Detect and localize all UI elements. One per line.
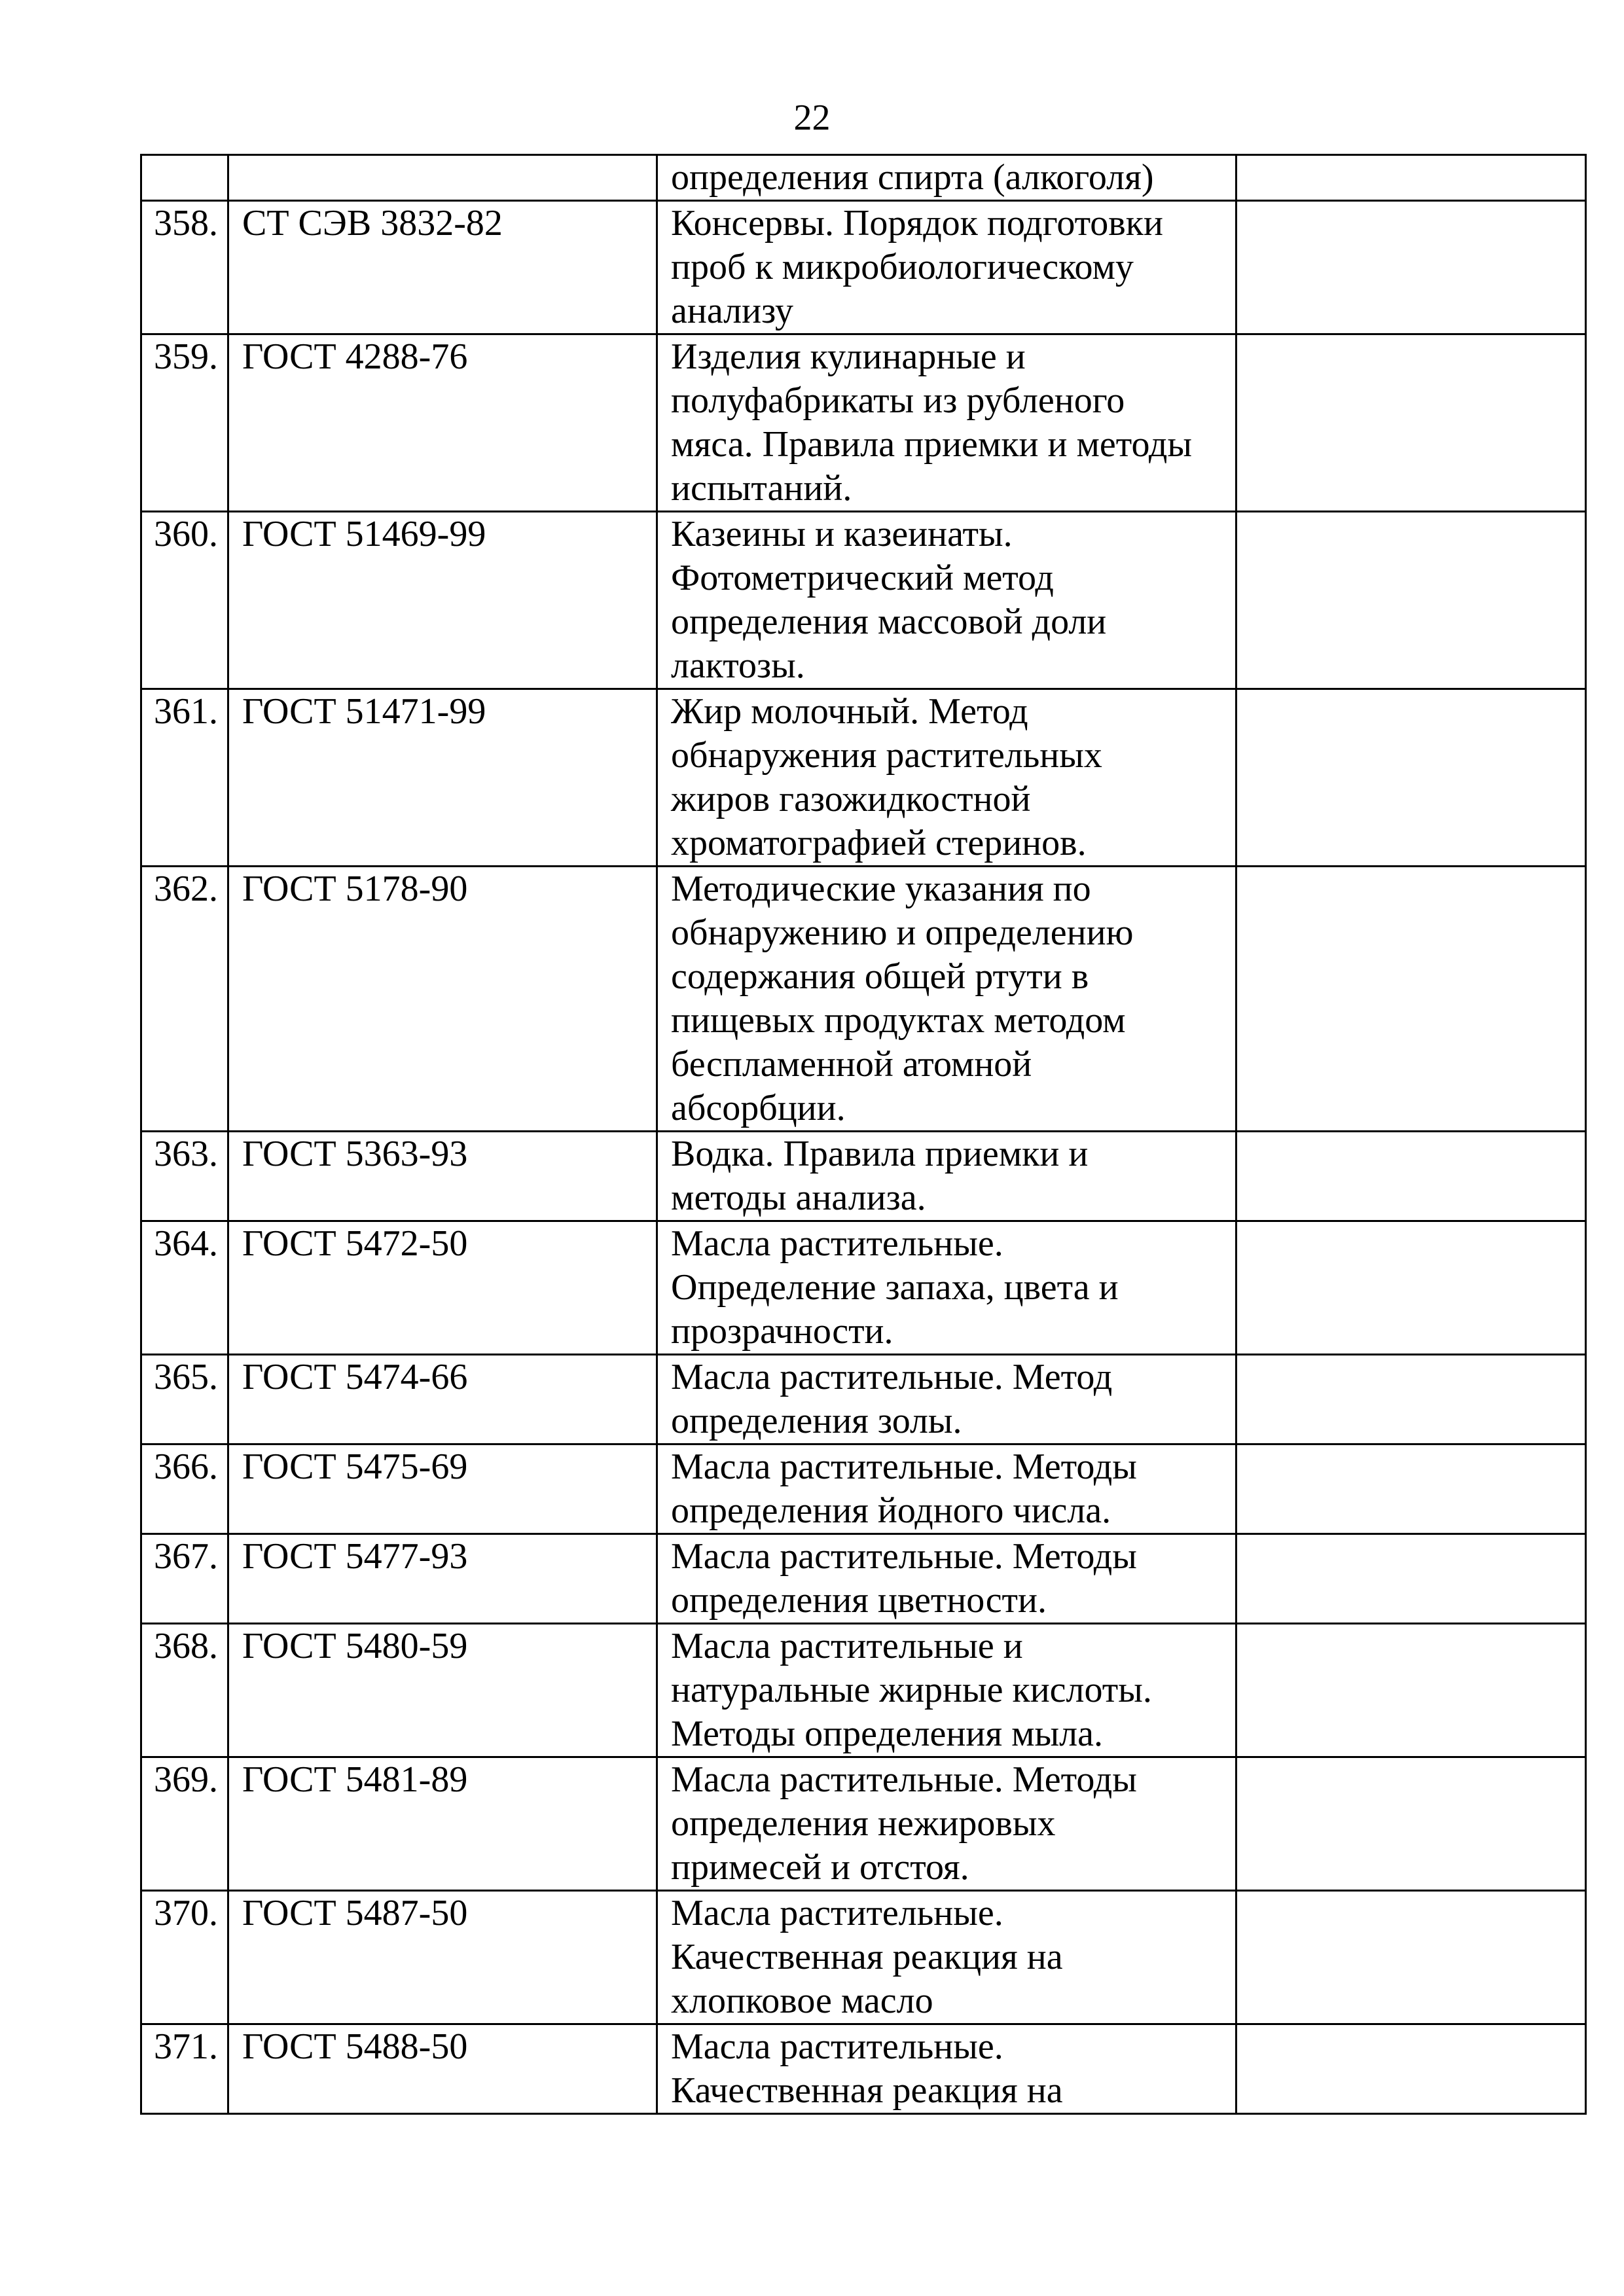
row-number: 358.: [141, 201, 228, 334]
standard-code: ГОСТ 51471-99: [228, 689, 657, 867]
notes-cell: [1236, 1891, 1586, 2024]
standard-title: Изделия кулинарные и полуфабрикаты из рубленого мяса. Правила приемки и методы испытаний.: [657, 334, 1236, 512]
standard-code: [228, 155, 657, 201]
standard-title: Масла растительные. Метод определения золы.: [657, 1355, 1236, 1444]
standard-title: Масла растительные. Качественная реакция на хлопковое масло: [657, 1891, 1236, 2024]
standard-title: определения спирта (алкоголя): [657, 155, 1236, 201]
standard-title: Масла растительные. Определение запаха, цвета и прозрачности.: [657, 1221, 1236, 1355]
table-row: [141, 201, 1586, 334]
standard-title: Методические указания по обнаружению и определению содержания общей ртути в пищевых продуктах методом беспламенной атомной абсорбции.: [657, 867, 1236, 1132]
table-row: [141, 1757, 1586, 1891]
row-number: 360.: [141, 512, 228, 689]
page-number: 22: [793, 98, 831, 138]
standard-title: Масла растительные. Методы определения цветности.: [657, 1534, 1236, 1624]
row-number: 366.: [141, 1444, 228, 1534]
table-row: [141, 1624, 1586, 1757]
notes-cell: [1236, 334, 1586, 512]
row-number: 371.: [141, 2024, 228, 2114]
table-row: [141, 155, 1586, 201]
standard-title: Масла растительные. Методы определения нежировых примесей и отстоя.: [657, 1757, 1236, 1891]
table-row: [141, 334, 1586, 512]
standard-code: ГОСТ 5481-89: [228, 1757, 657, 1891]
notes-cell: [1236, 512, 1586, 689]
table-row: [141, 2024, 1586, 2114]
notes-cell: [1236, 1221, 1586, 1355]
standard-title: Масла растительные. Методы определения йодного числа.: [657, 1444, 1236, 1534]
standard-code: ГОСТ 5475-69: [228, 1444, 657, 1534]
row-number: 364.: [141, 1221, 228, 1355]
standard-title: Масла растительные. Качественная реакция на: [657, 2024, 1236, 2114]
notes-cell: [1236, 1132, 1586, 1221]
notes-cell: [1236, 155, 1586, 201]
table-row: [141, 1891, 1586, 2024]
notes-cell: [1236, 867, 1586, 1132]
standard-title: Масла растительные и натуральные жирные кислоты. Методы определения мыла.: [657, 1624, 1236, 1757]
row-number: 362.: [141, 867, 228, 1132]
notes-cell: [1236, 2024, 1586, 2114]
standard-code: ГОСТ 5487-50: [228, 1891, 657, 2024]
notes-cell: [1236, 1534, 1586, 1624]
table-row: [141, 1444, 1586, 1534]
standard-code: ГОСТ 5178-90: [228, 867, 657, 1132]
row-number: 363.: [141, 1132, 228, 1221]
table-row: [141, 1221, 1586, 1355]
row-number: 361.: [141, 689, 228, 867]
notes-cell: [1236, 201, 1586, 334]
table-row: [141, 512, 1586, 689]
table-row: [141, 1355, 1586, 1444]
standards-table: [140, 154, 1587, 2115]
row-number: [141, 155, 228, 201]
row-number: 367.: [141, 1534, 228, 1624]
table-row: [141, 1132, 1586, 1221]
standard-code: ГОСТ 5480-59: [228, 1624, 657, 1757]
standard-code: ГОСТ 5472-50: [228, 1221, 657, 1355]
notes-cell: [1236, 1444, 1586, 1534]
table-row: [141, 867, 1586, 1132]
standard-title: Казеины и казеинаты. Фотометрический метод определения массовой доли лактозы.: [657, 512, 1236, 689]
notes-cell: [1236, 1624, 1586, 1757]
standard-title: Водка. Правила приемки и методы анализа.: [657, 1132, 1236, 1221]
row-number: 368.: [141, 1624, 228, 1757]
standard-title: Жир молочный. Метод обнаружения растительных жиров газожидкостной хроматографией стеринов.: [657, 689, 1236, 867]
standard-code: ГОСТ 5474-66: [228, 1355, 657, 1444]
notes-cell: [1236, 689, 1586, 867]
row-number: 359.: [141, 334, 228, 512]
standard-code: СТ СЭВ 3832-82: [228, 201, 657, 334]
standard-code: ГОСТ 4288-76: [228, 334, 657, 512]
row-number: 369.: [141, 1757, 228, 1891]
standard-code: ГОСТ 5363-93: [228, 1132, 657, 1221]
standard-title: Консервы. Порядок подготовки проб к микробиологическому анализу: [657, 201, 1236, 334]
notes-cell: [1236, 1355, 1586, 1444]
row-number: 365.: [141, 1355, 228, 1444]
notes-cell: [1236, 1757, 1586, 1891]
table-row: [141, 689, 1586, 867]
table-row: [141, 1534, 1586, 1624]
standard-code: ГОСТ 5488-50: [228, 2024, 657, 2114]
standard-code: ГОСТ 51469-99: [228, 512, 657, 689]
standard-code: ГОСТ 5477-93: [228, 1534, 657, 1624]
row-number: 370.: [141, 1891, 228, 2024]
